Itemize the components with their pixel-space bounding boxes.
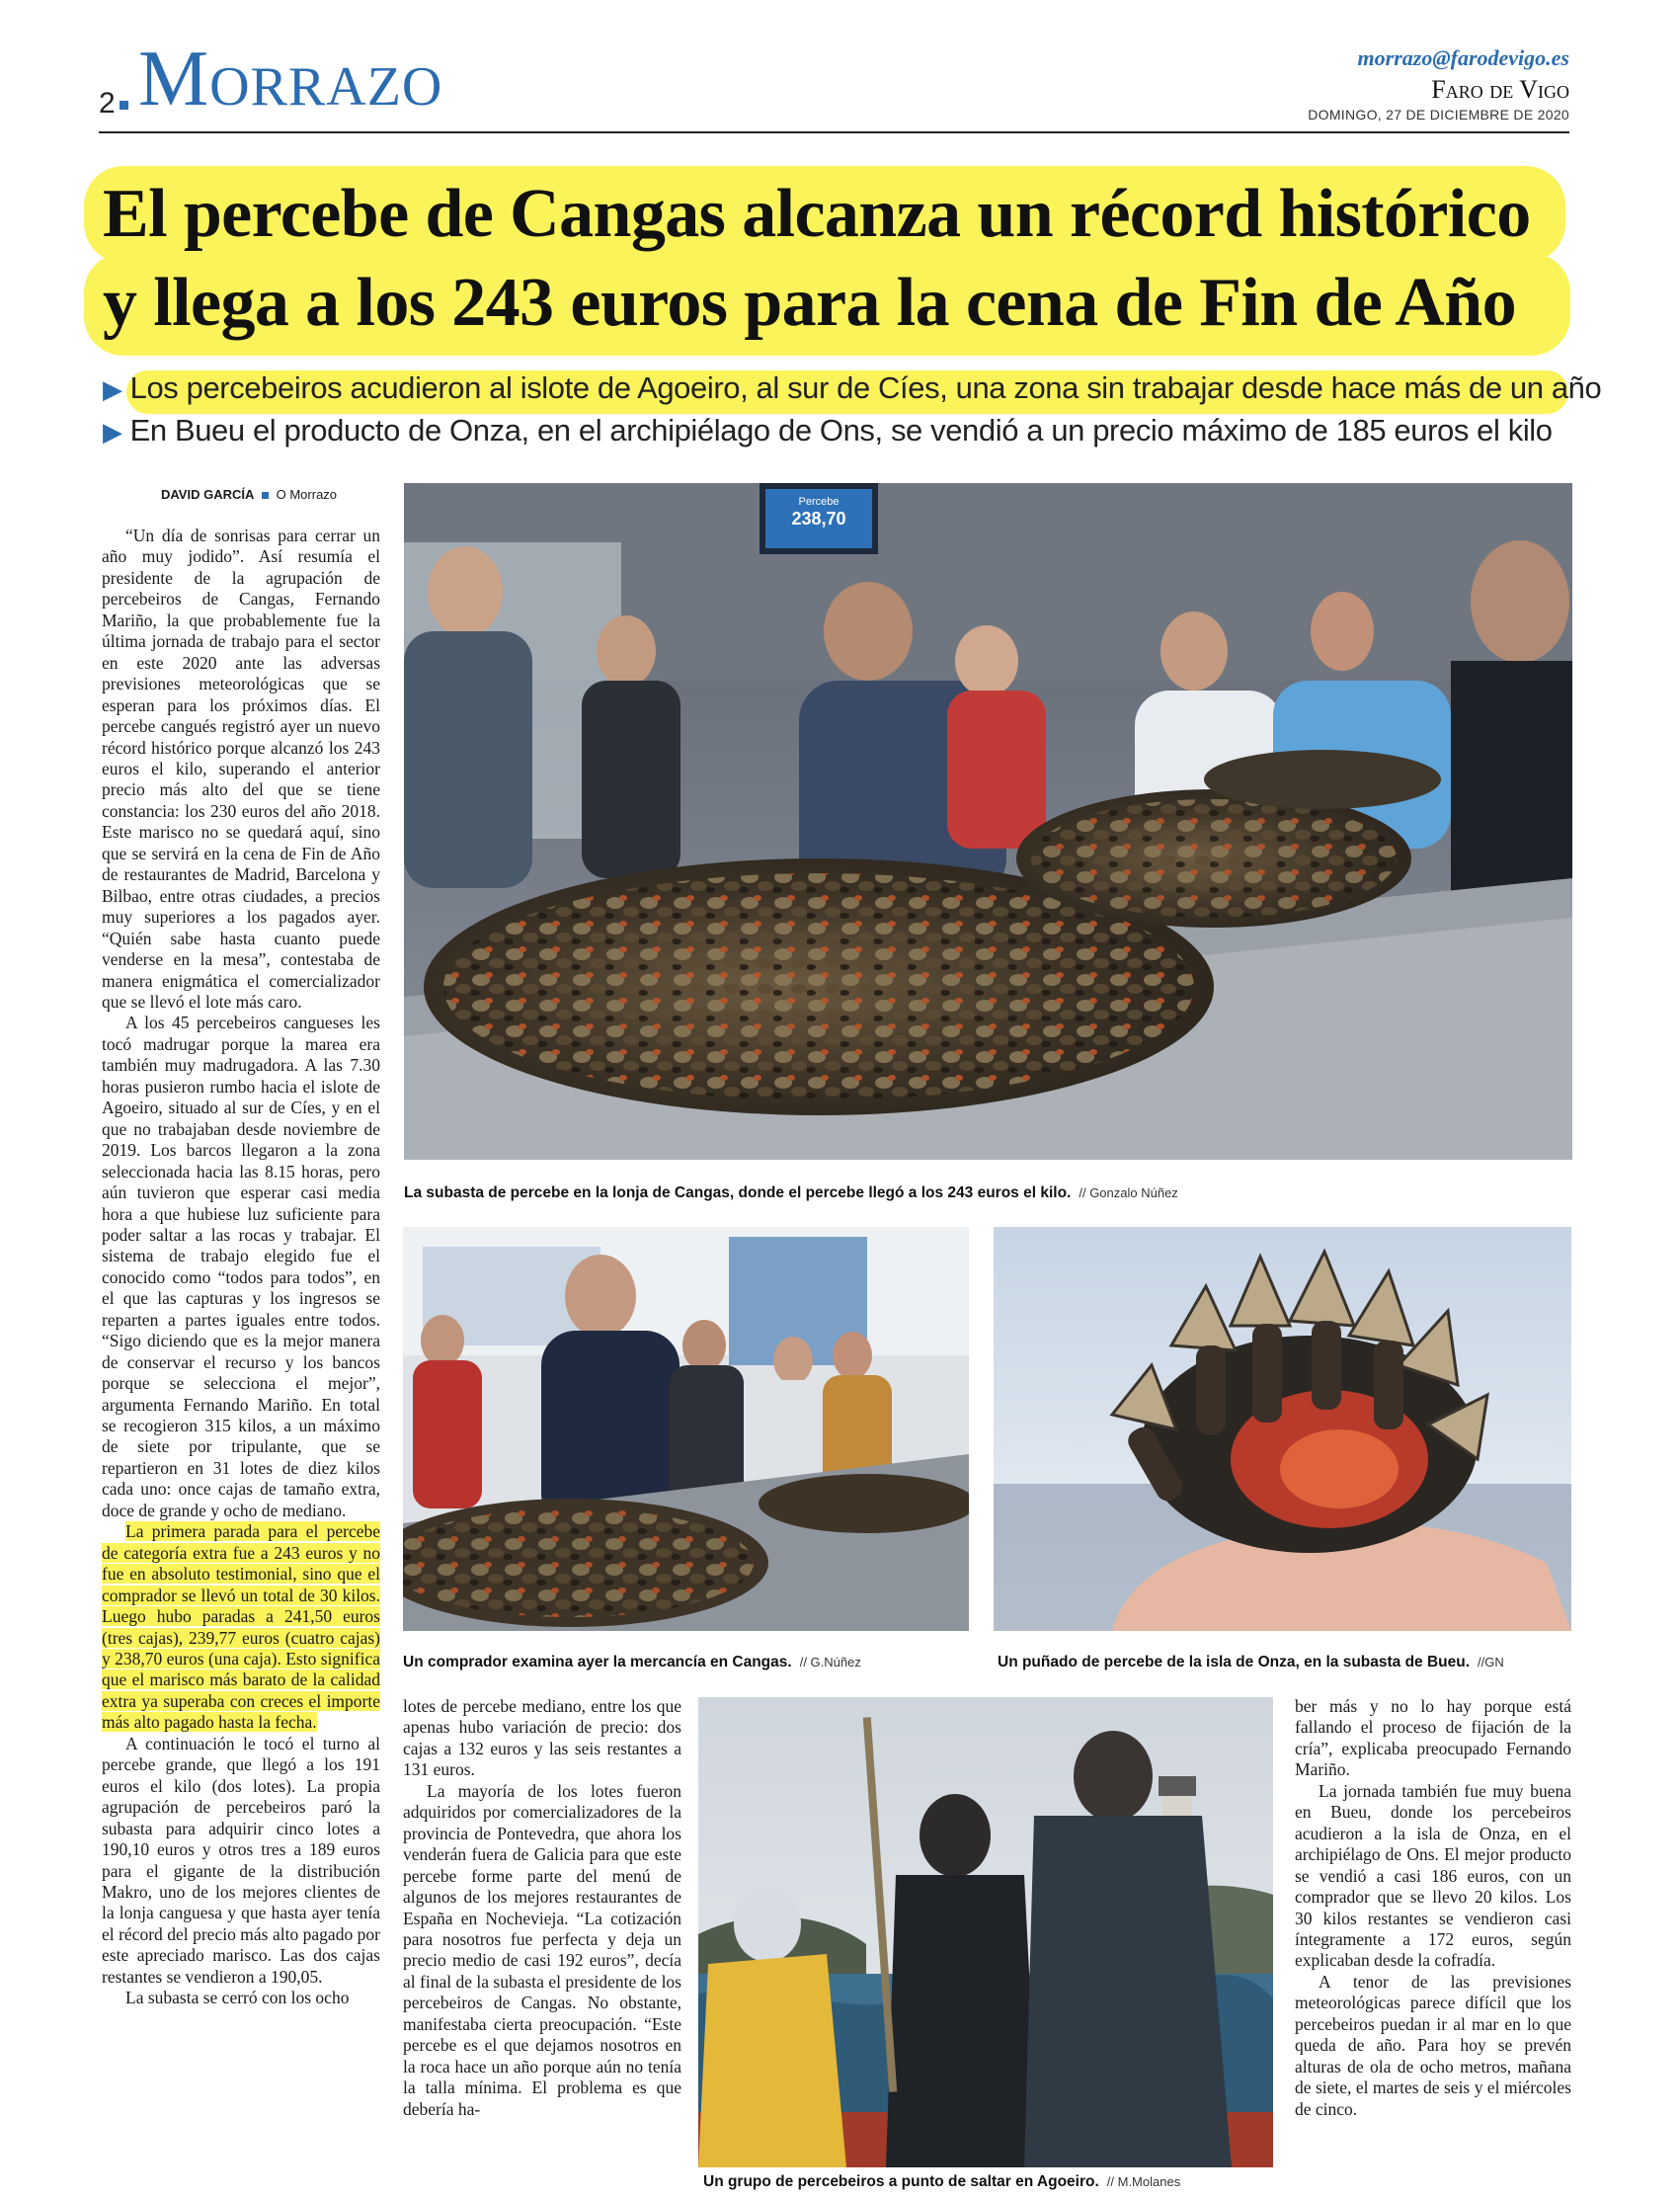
photo-handful-percebe [994,1227,1571,1631]
page-number: 2 [99,87,128,121]
article-column-3 [1295,1696,1571,2120]
paragraph: A los 45 percebeiros cangueses les tocó madrugar porque la marea era también muy madrugadora. A las 7.30 horas pusieron rumbo hacia el islote de Agoeiro, situado al sur de Cíes, y en el que no trabajaban desde noviembre de 2019. Los barcos llegaron a la zona seleccionada hacia las 8.15 horas, pero aún tuvieron que esperar casi media hora a que hubiese luz suficiente para poder saltar a las rocas y trabajar. El sistema de trabajo elegido fue el conocido como “todos para todos”, en el que las capturas y los ingresos se reparten a partes iguales entre todos. “Sigo diciendo que es la mejor manera de conservar el recurso y los bancos porque se selecciona el mejor”, argumenta Fernando Mariño. En total se recogieron 315 kilos, a un máximo de siete por tripulante, que se repartieron en 31 lotes de diez kilos cada uno: once cajas de tamaño extra, doce de grande y ocho de mediano. [102,1013,380,1520]
photo-caption-right: Un puñado de percebe de la isla de Onza, en la subasta de Bueu. //GN [998,1654,1504,1670]
paragraph: La subasta se cerró con los ocho [125,1988,350,2008]
photo-percebeiros-boat [698,1697,1273,2167]
header-rule [99,131,1569,133]
paragraph: La mayoría de los lotes fueron adquiridos por comercializadores de la provincia de Pontevedra, que ahora los venderán fuera de Galicia para que este percebe forme parte del menú de algunos de los mejores restaurantes de España en Nochevieja. “La cotización para nosotros fue perfecta y deja un precio medio de casi 192 euros”, decía al final de la subasta el presidente de los percebeiros de Cangas. No obstante, manifestaba cierta preocupación. “Este percebe es el que dejamos nosotros en la roca hace un año porque aún no tenía la talla mínima. El problema es que debería ha- [403,1780,681,2119]
paragraph: A tenor de las previsiones meteorológicas parece difícil que los percebeiros puedan ir al mar en lo que queda de año. Para hoy se prevén alturas de ola de ocho metros, mañana de siete, el martes de seis y el miércoles de cinco. [1295,1971,1571,2119]
paragraph-highlighted: La primera parada para el percebe de categoría extra fue a 243 euros y no fue en absoluto testimonial, sino que el comprador se llevó un total de 30 kilos. Luego hubo paradas a 241,50 euros (tres cajas), 239,77 euros (cuatro cajas) y 238,70 euros (una caja). Esto significa que el marisco más barato de la calidad extra ya superaba con creces el importe más alto pagado hasta la fecha. [102,1521,380,1733]
article-column-2 [403,1696,681,2120]
photo-caption-bottom: Un grupo de percebeiros a punto de saltar en Agoeiro. // M.Molanes [703,2173,1181,2190]
section-title: Morrazo [138,36,443,122]
headline [103,170,1574,348]
article-column-1 [102,526,380,2009]
auction-screen-label: Percebe [798,496,840,508]
subheadline-1: ▶ Los percebeiros acudieron al islote de Agoeiro, al sur de Cíes, una zona sin trabajar desde hace más de un año [103,370,1602,405]
photo-auction-cangas [404,483,1572,1160]
blue-square-icon [262,492,269,499]
byline: DAVID GARCÍA O Morrazo [161,487,338,502]
paragraph: ber más y no lo hay porque está fallando el proceso de fijación de la cría”, explicaba preocupado Fernando Mariño. [1295,1696,1571,1780]
headline-line-2: y llega a los 243 euros para la cena de Fin de Año [103,265,1516,341]
blue-square-icon [120,101,128,110]
paragraph: La jornada también fue muy buena en Bueu, donde los percebeiros acudieron a la isla de Onza, en el archipiélago de Ons. El mejor producto se vendió a casi 186 euros, con un comprador que se llevo 20 kilos. Los 30 kilos restantes se vendieron casi íntegramente a 172 euros, según explicaban desde la cofradía. [1295,1780,1571,1971]
triangle-bullet-icon: ▶ [103,374,122,404]
auction-screen-price: 238,70 [791,509,846,529]
photo-caption-left: Un comprador examina ayer la mercancía en Cangas. // G.Núñez [403,1654,861,1670]
subheadline-2: ▶ En Bueu el producto de Onza, en el archipiélago de Ons, se vendió a un precio máximo de 185 euros el kilo [103,413,1553,448]
paragraph: “Un día de sonrisas para cerrar un año muy jodido”. Así resumía el presidente de la agrupación de percebeiros de Cangas, Fernando Mariño, la que probablemente fue la última jornada de trabajo para el sector en este 2020 ante las adversas previsiones meteorológicas que se esperan para los próximos días. El percebe cangués registró ayer un nuevo récord histórico porque alcanzó los 243 euros el kilo, superando el anterior precio más alto del que se tiene constancia: los 230 euros del año 2018. Este marisco no se quedará aquí, sino que se servirá en la cena de Fin de Año de restaurantes de Madrid, Barcelona y Bilbao, entre otras ciudades, a precios muy superiores a los pagados ayer. “Quién sabe hasta cuanto puede venderse en la mesa”, contestaba de manera enigmática el comercializador que se llevó el lote más caro. [102,526,380,1012]
paragraph: lotes de percebe mediano, entre los que apenas hubo variación de precio: dos cajas a 132 euros y las seis restantes a 131 euros. [403,1696,681,1780]
issue-date: DOMINGO, 27 DE DICIEMBRE DE 2020 [1308,107,1569,122]
headline-line-1: El percebe de Cangas alcanza un récord histórico [103,176,1531,252]
newspaper-name: Faro de Vigo [1431,75,1569,104]
photo-buyer-examines [403,1227,969,1631]
paragraph: A continuación le tocó el turno al percebe grande, que llegó a los 191 euros el kilo (dos lotes). La propia agrupación de percebeiros paró la subasta para adquirir cinco lotes a 190,10 euros y otros tres a 189 euros para el gigante de la distribución Makro, uno de los mejores clientes de la lonja canguesa y que hasta ayer tenía el récord del precio más alto pagado por este apreciado marisco. Las dos cajas restantes se vendieron a 190,05. [102,1733,380,1987]
section-email[interactable]: morrazo@farodevigo.es [1357,45,1569,70]
photo-caption-main: La subasta de percebe en la lonja de Cangas, donde el percebe llegó a los 243 euros el kilo. // Gonzalo Núñez [404,1184,1178,1201]
triangle-bullet-icon: ▶ [103,417,122,447]
